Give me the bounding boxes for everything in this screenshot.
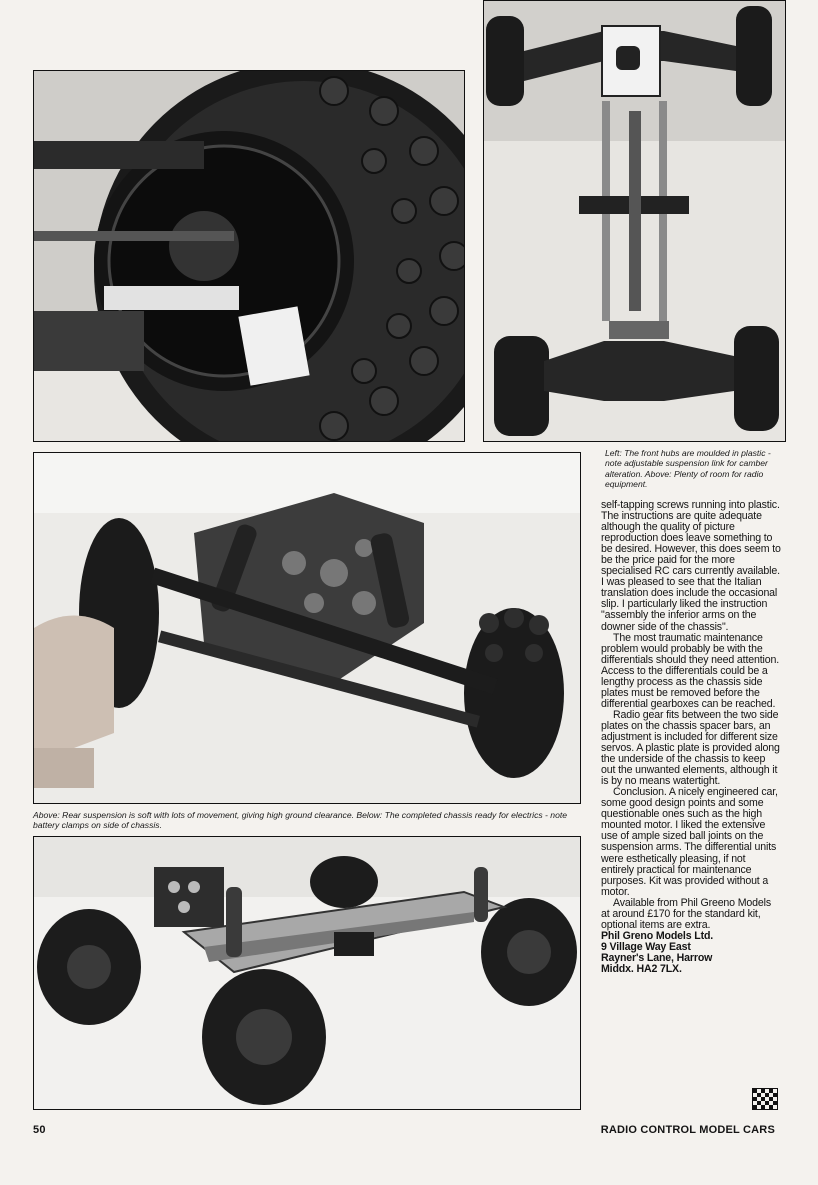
front-hub-image xyxy=(34,71,464,441)
article-paragraph-3: Radio gear fits between the two side plates on the chassis spacer bars, an adjustment is included for different size servos. A plastic plate is provided along the underside of the chassis to keep out the unwanted elements, although it is by no means watertight. xyxy=(601,708,780,788)
photo-chassis-top xyxy=(483,0,786,442)
article-paragraph-1: self-tapping screws running into plastic. The instructions are quite adequate although the quality of picture reproduction does leave something to be desired. However, this does seem to be the price paid for the more specialised RC cars currently available. I was pleased to see that the Italian translation does include the occasional slip. I particularly liked the instruction "assembly the inferior arms on the downer side of the chassis". xyxy=(601,499,781,633)
caption-front-hubs: Left: The front hubs are moulded in plastic - note adjustable suspension link for camber alteration. Above: Plenty of room for radio equipment. xyxy=(605,448,771,490)
completed-chassis-image xyxy=(34,837,580,1109)
photo-rear-suspension xyxy=(33,452,581,804)
magazine-title: RADIO CONTROL MODEL CARS xyxy=(600,1124,775,1136)
article-paragraph-5: Available from Phil Greeno Models at around £170 for the standard kit, optional items are extra. xyxy=(601,896,771,931)
address-line-4: Middx. HA2 7LX. xyxy=(601,962,682,975)
chequered-flag-icon xyxy=(752,1088,778,1110)
rear-suspension-image xyxy=(34,453,580,803)
caption-rear-suspension: Above: Rear suspension is soft with lots of movement, giving high ground clearance. Below: The completed chassis ready for electrics - note battery clamps on side of chassis. xyxy=(33,810,568,831)
article-paragraph-2: The most traumatic maintenance problem would probably be with the differentials should they need attention. Access to the differentials could be a lengthy process as the chassis side plates must be removed before the differential gearboxes can be reached. xyxy=(601,631,779,710)
article-paragraph-4: Conclusion. A nicely engineered car, some good design points and some questionable ones such as the high mounted motor. I liked the extensive use of ample sized ball joints on the suspension arms. The differential units were esthetically pleasing, if not entirely practical for maintenance purposes. Kit was provided without a motor. xyxy=(601,786,778,898)
address-line-1: Phil Greno Models Ltd. xyxy=(601,929,714,942)
address-line-2: 9 Village Way East xyxy=(601,940,691,953)
chassis-top-image xyxy=(484,1,785,441)
article-column xyxy=(601,500,781,975)
photo-front-hub xyxy=(33,70,465,442)
page-number: 50 xyxy=(33,1124,46,1136)
address-line-3: Rayner's Lane, Harrow xyxy=(601,951,713,964)
photo-completed-chassis xyxy=(33,836,581,1110)
